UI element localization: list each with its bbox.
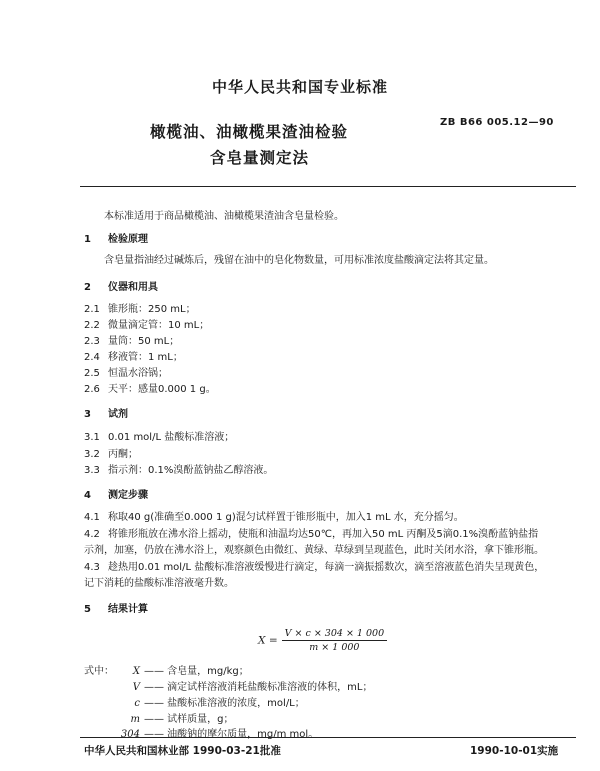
document-title-line1: 橄榄油、油橄榄果渣油检验 xyxy=(150,123,349,141)
list-item: 3.2 丙酮； xyxy=(84,449,138,460)
footer-divider xyxy=(80,737,576,738)
section-title: 结果计算 xyxy=(108,604,148,615)
variable-def-x: 式中： X —— 含皂量，mg/kg； xyxy=(84,666,249,677)
list-item: 3.1 0.01 mol/L 盐酸标准溶液； xyxy=(84,432,235,443)
section-title: 测定步骤 xyxy=(108,490,148,501)
section-number: 1 xyxy=(84,234,91,245)
list-item: 2.1 锥形瓶：250 mL； xyxy=(84,304,196,315)
issuing-authority: 中华人民共和国专业标准 xyxy=(211,78,388,96)
formula-fraction xyxy=(282,628,388,653)
section-3-heading xyxy=(84,405,128,420)
principle-text: 含皂量指油经过碱炼后，残留在油中的皂化物数量，可用标准浓度盐酸滴定法将其定量。 xyxy=(104,255,494,266)
procedure-step-4-1: 4.1 称取40 g(准确至0.000 1 g)混匀试样置于锥形瓶中，加入1 mL 水，充分摇匀。 xyxy=(84,512,464,523)
scope-statement: 本标准适用于商品橄榄油、油橄榄果渣油含皂量检验。 xyxy=(104,211,344,222)
header-divider xyxy=(80,186,576,187)
section-4-heading xyxy=(84,486,148,501)
section-2-heading xyxy=(84,278,158,293)
section-title: 检验原理 xyxy=(108,234,148,245)
list-item: 2.2 微量滴定管：10 mL； xyxy=(84,320,210,331)
section-5-heading xyxy=(84,600,148,615)
section-number: 2 xyxy=(84,282,91,293)
calculation-formula xyxy=(258,628,387,653)
variable-def-m: m —— 试样质量，g； xyxy=(130,714,234,725)
list-item: 3.3 指示剂：0.1%溴酚蓝钠盐乙醇溶液。 xyxy=(84,465,274,476)
variable-def-304: 304 —— 油酸钠的摩尔质量，mg/m mol。 xyxy=(120,729,319,740)
standard-code: ZB B66 005.12—90 xyxy=(440,117,554,128)
section-title: 试剂 xyxy=(108,409,128,420)
variable-def-c: c —— 盐酸标准溶液的浓度，mol/L； xyxy=(134,698,305,709)
section-number: 5 xyxy=(84,604,91,615)
approval-info: 中华人民共和国林业部 1990-03-21批准 xyxy=(84,745,281,757)
procedure-step-4-3-cont: 记下消耗的盐酸标准溶液毫升数。 xyxy=(84,578,234,589)
implementation-date: 1990-10-01实施 xyxy=(470,745,559,757)
list-item: 2.3 量筒：50 mL； xyxy=(84,336,180,347)
list-item: 2.6 天平：感量0.000 1 g。 xyxy=(84,384,216,395)
list-item: 2.4 移液管：1 mL； xyxy=(84,352,183,363)
where-label: 式中： xyxy=(84,666,114,677)
section-number: 4 xyxy=(84,490,91,501)
formula-numerator: V × c × 304 × 1 000 xyxy=(282,628,388,641)
procedure-step-4-2: 4.2 将锥形瓶放在沸水浴上摇动，使瓶和油温均达50℃，再加入50 mL 丙酮及5滴0.1%溴酚蓝钠盐指 xyxy=(84,529,539,540)
variable-def-v: V —— 滴定试样溶液消耗盐酸标准溶液的体积，mL； xyxy=(132,682,373,693)
list-item: 2.5 恒温水浴锅； xyxy=(84,368,168,379)
procedure-step-4-2-cont: 示剂，加塞，仍放在沸水浴上，观察颜色由微红、黄绿、草绿到呈现蓝色，此时关闭水浴，拿下锥形瓶。 xyxy=(84,545,544,556)
section-title: 仪器和用具 xyxy=(108,282,158,293)
formula-lhs: X = xyxy=(258,634,278,647)
document-title-line2: 含皂量测定法 xyxy=(210,149,310,167)
procedure-step-4-3: 4.3 趁热用0.01 mol/L 盐酸标准溶液缓慢进行滴定，每滴一滴振摇数次，滴至溶液蓝色消失呈现黄色， xyxy=(84,562,545,573)
section-number: 3 xyxy=(84,409,91,420)
formula-denominator: m × 1 000 xyxy=(309,642,360,653)
section-1-heading xyxy=(84,230,148,245)
